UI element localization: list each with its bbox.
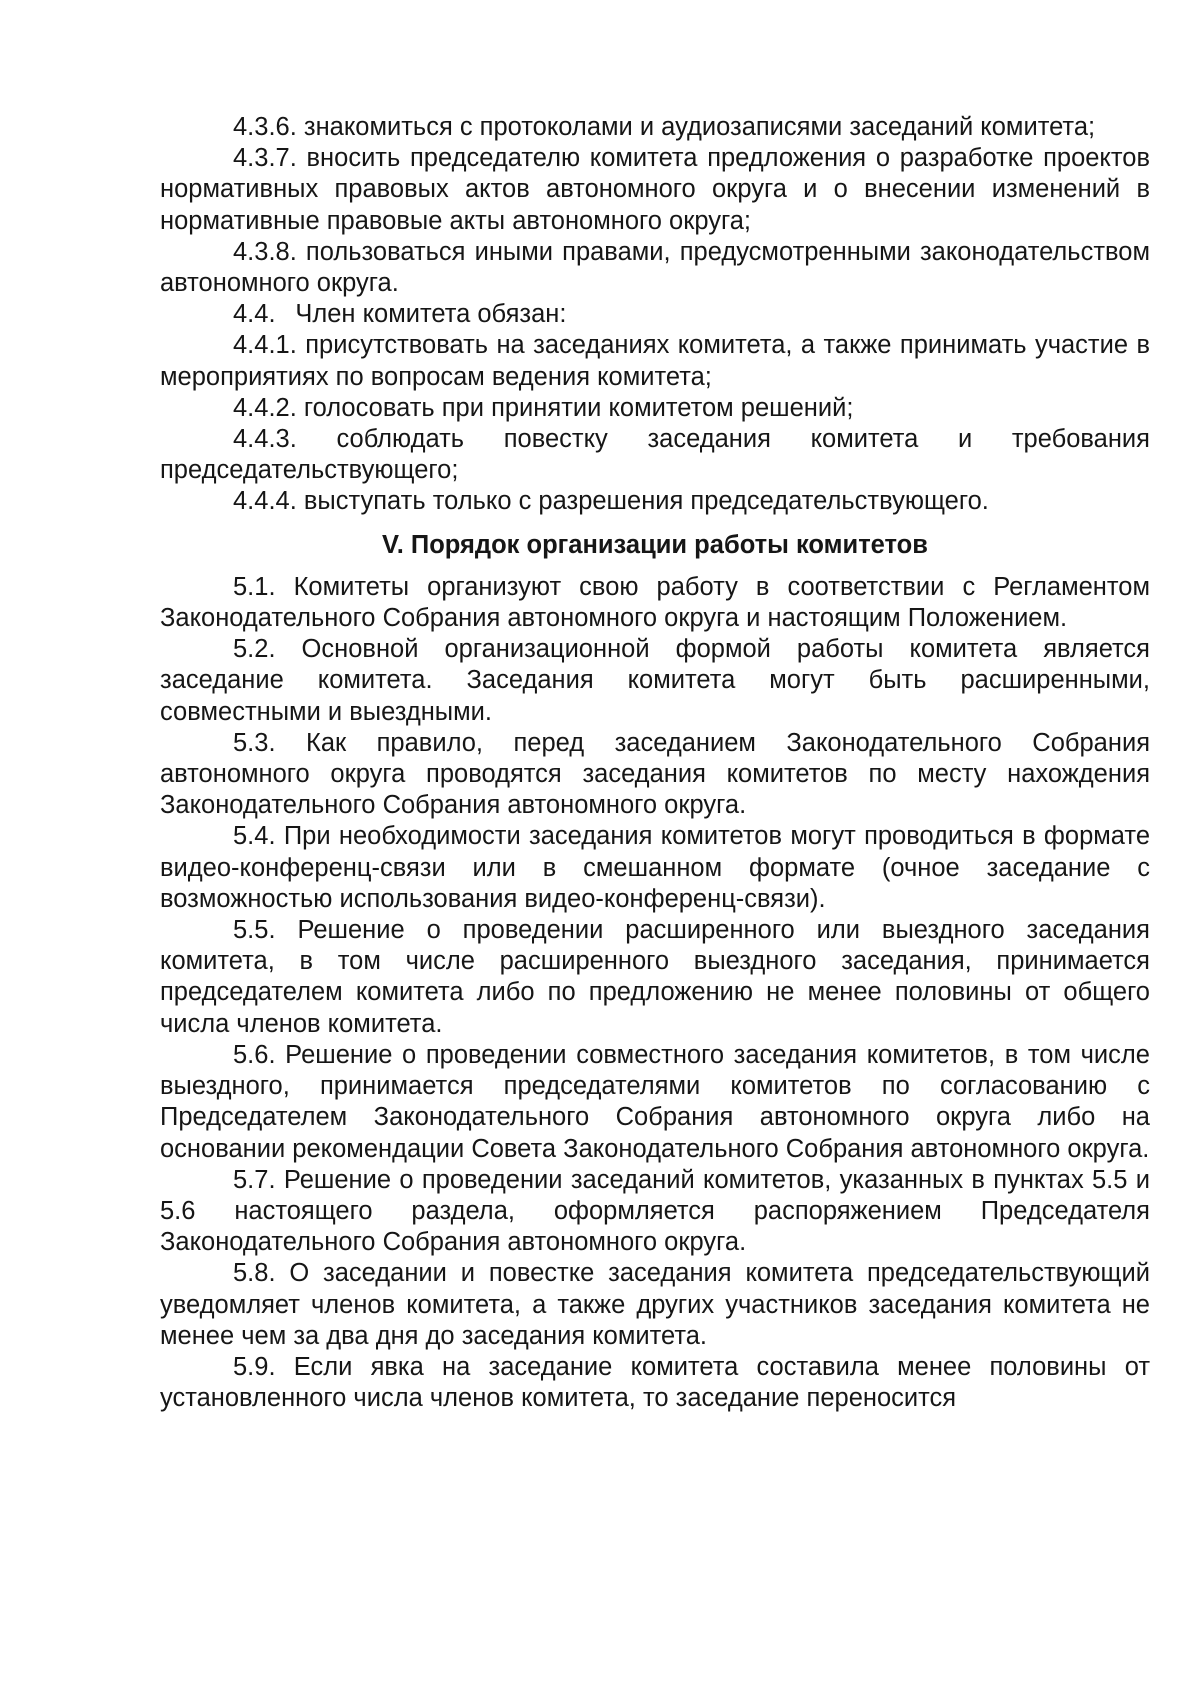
section-heading: V. Порядок организации работы комитетов (382, 530, 928, 559)
paragraph-5-2: 5.2. Основной организационной формой работы комитета является заседание комитета. Заседания комитета могут быть расширенными, совместными и выездными. (160, 635, 1150, 726)
paragraph-4-4: 4.4. Член комитета обязан: (233, 300, 567, 329)
paragraph-5-4: 5.4. При необходимости заседания комитетов могут проводиться в формате видео-конференц-связи или в смешанном формате (очное заседание с возможностью использования видео-конференц-связи). (160, 822, 1150, 913)
paragraph-5-6: 5.6. Решение о проведении совместного заседания комитетов, в том числе выездного, принимается председателями комитетов по согласованию с Председателем Законодательного Собрания автономного округа либо на основании рекомендации Совета Законодательного Собрания автономного округа. (160, 1040, 1150, 1163)
document-page (160, 112, 1150, 1414)
paragraph-5-1: 5.1. Комитеты организуют свою работу в соответствии с Регламентом Законодательного Собрания автономного округа и настоящим Положением. (160, 572, 1150, 633)
paragraph-5-3: 5.3. Как правило, перед заседанием Законодательного Собрания автономного округа проводятся заседания комитетов по месту нахождения Законодательного Собрания автономного округа. (160, 728, 1150, 820)
paragraph-5-8: 5.8. О заседании и повестке заседания комитета председательствующий уведомляет членов комитета, а также других участников заседания комитета не менее чем за два дня до заседания комитета. (160, 1259, 1150, 1350)
paragraph-4-3-7: 4.3.7. вносить председателю комитета предложения о разработке проектов нормативных правовых актов автономного округа и о внесении изменений в нормативные правовые акты автономного округа; (160, 144, 1150, 235)
paragraph-4-4-2: 4.4.2. голосовать при принятии комитетом решений; (233, 393, 854, 422)
paragraph-4-4-1: 4.4.1. присутствовать на заседаниях комитета, а также принимать участие в мероприятиях по вопросам ведения комитета; (160, 331, 1150, 391)
paragraph-4-3-8: 4.3.8. пользоваться иными правами, предусмотренными законодательством автономного округа. (160, 237, 1150, 298)
paragraph-5-5: 5.5. Решение о проведении расширенного или выездного заседания комитета, в том числе расширенного выездного заседания, принимается председателем комитета либо по предложению не менее половины от общего числа членов комитета. (160, 916, 1150, 1038)
paragraph-4-4-4: 4.4.4. выступать только с разрешения председательствующего. (233, 487, 989, 516)
paragraph-5-7: 5.7. Решение о проведении заседаний комитетов, указанных в пунктах 5.5 и 5.6 настоящего раздела, оформляется распоряжением Председателя Законодательного Собрания автономного округа. (160, 1165, 1150, 1257)
paragraph-5-9: 5.9. Если явка на заседание комитета составила менее половины от установленного числа членов комитета, то заседание переносится (160, 1352, 1150, 1413)
paragraph-4-3-6: 4.3.6. знакомиться с протоколами и аудиозаписями заседаний комитета; (233, 113, 1096, 141)
paragraph-4-4-3: 4.4.3. соблюдать повестку заседания комитета и требования председательствующего; (160, 425, 1150, 485)
